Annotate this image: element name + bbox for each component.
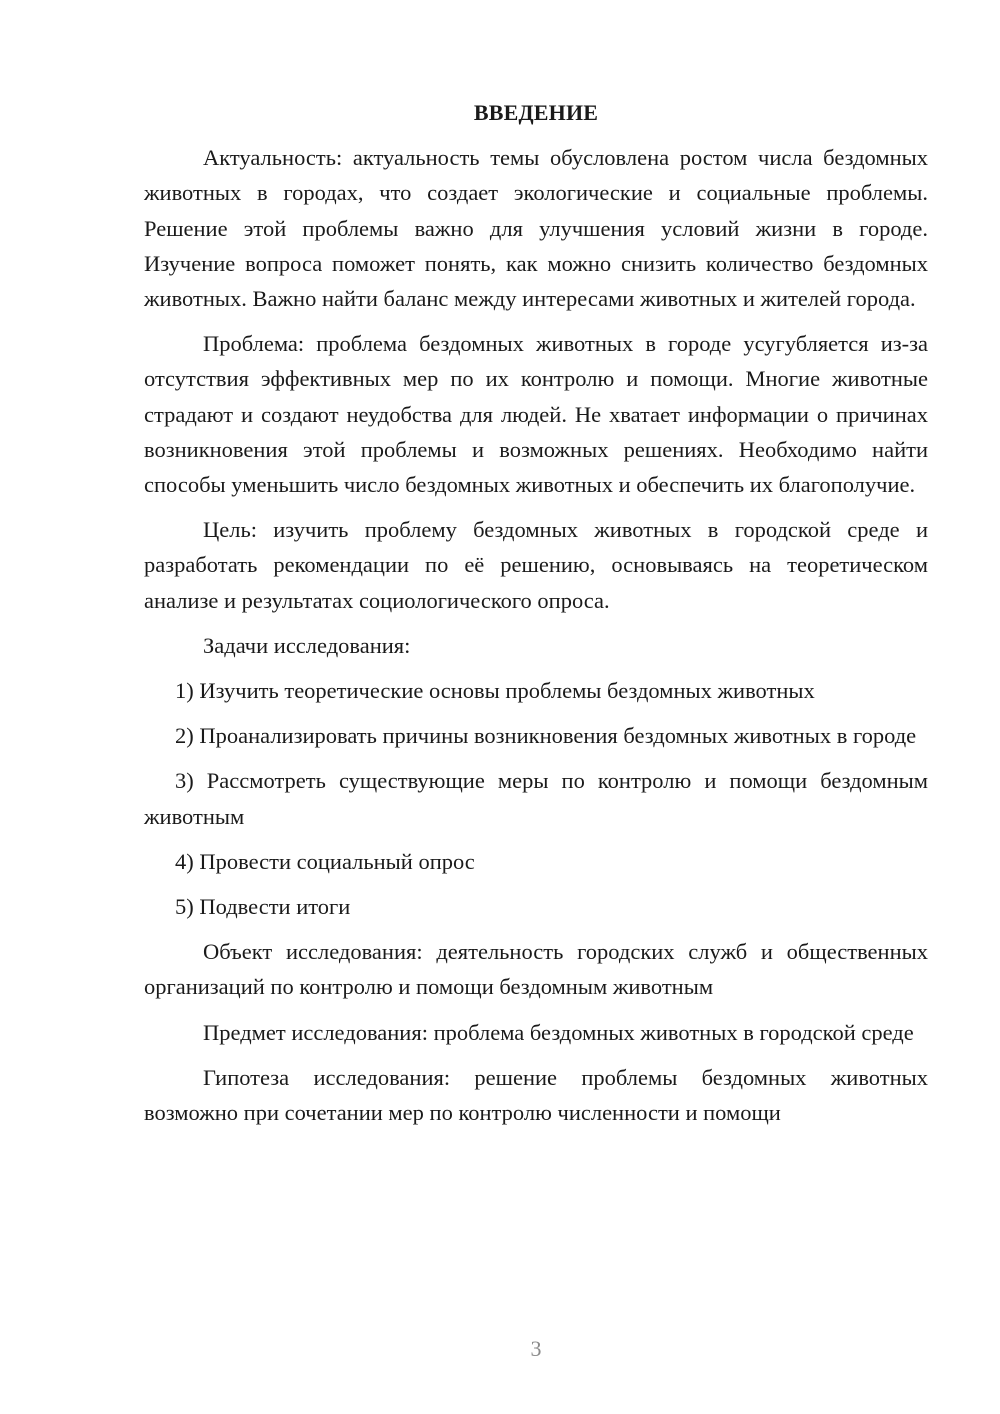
hypothesis-paragraph: Гипотеза исследования: решение проблемы бездомных животных возможно при сочетании мер по контролю численности и помощи [144, 1064, 928, 1126]
relevance-paragraph: Актуальность: актуальность темы обусловлена ростом числа бездомных животных в городах, что создает экологические и социальные проблемы. Решение этой проблемы важно для улучшения условий жизни в городе. Изучение вопроса поможет понять, как можно снизить количество бездомных животных. Важно найти баланс между интересами животных и жителей города. [144, 145, 928, 312]
page-number: 3 [530, 1336, 542, 1361]
task-item: 4) Провести социальный опрос [175, 848, 475, 874]
page-content [144, 95, 928, 1140]
task-item: 1) Изучить теоретические основы проблемы бездомных животных [175, 678, 815, 704]
task-item: 3) Рассмотреть существующие меры по контролю и помощи бездомным животным [144, 768, 928, 829]
task-item: 2) Проанализировать причины возникновения бездомных животных в городе [175, 723, 917, 749]
goal-paragraph: Цель: изучить проблему бездомных животных в городской среде и разработать рекомендации по её решению, основываясь на теоретическом анализе и результатах социологического опроса. [144, 517, 928, 613]
subject-paragraph: Предмет исследования: проблема бездомных животных в городской среде [203, 1019, 914, 1045]
object-paragraph: Объект исследования: деятельность городских служб и общественных организаций по контролю и помощи бездомным животным [144, 939, 928, 1000]
problem-paragraph: Проблема: проблема бездомных животных в городе усугубляется из-за отсутствия эффективных мер по их контролю и помощи. Многие животные страдают и создают неудобства для людей. Не хватает информации о причинах возникновения этой проблемы и возможных решениях. Необходимо найти способы уменьшить число бездомных животных и обеспечить их благополучие. [144, 331, 928, 498]
section-heading: ВВЕДЕНИЕ [473, 100, 599, 125]
task-item: 5) Подвести итоги [175, 894, 351, 920]
tasks-heading: Задачи исследования: [203, 632, 411, 658]
